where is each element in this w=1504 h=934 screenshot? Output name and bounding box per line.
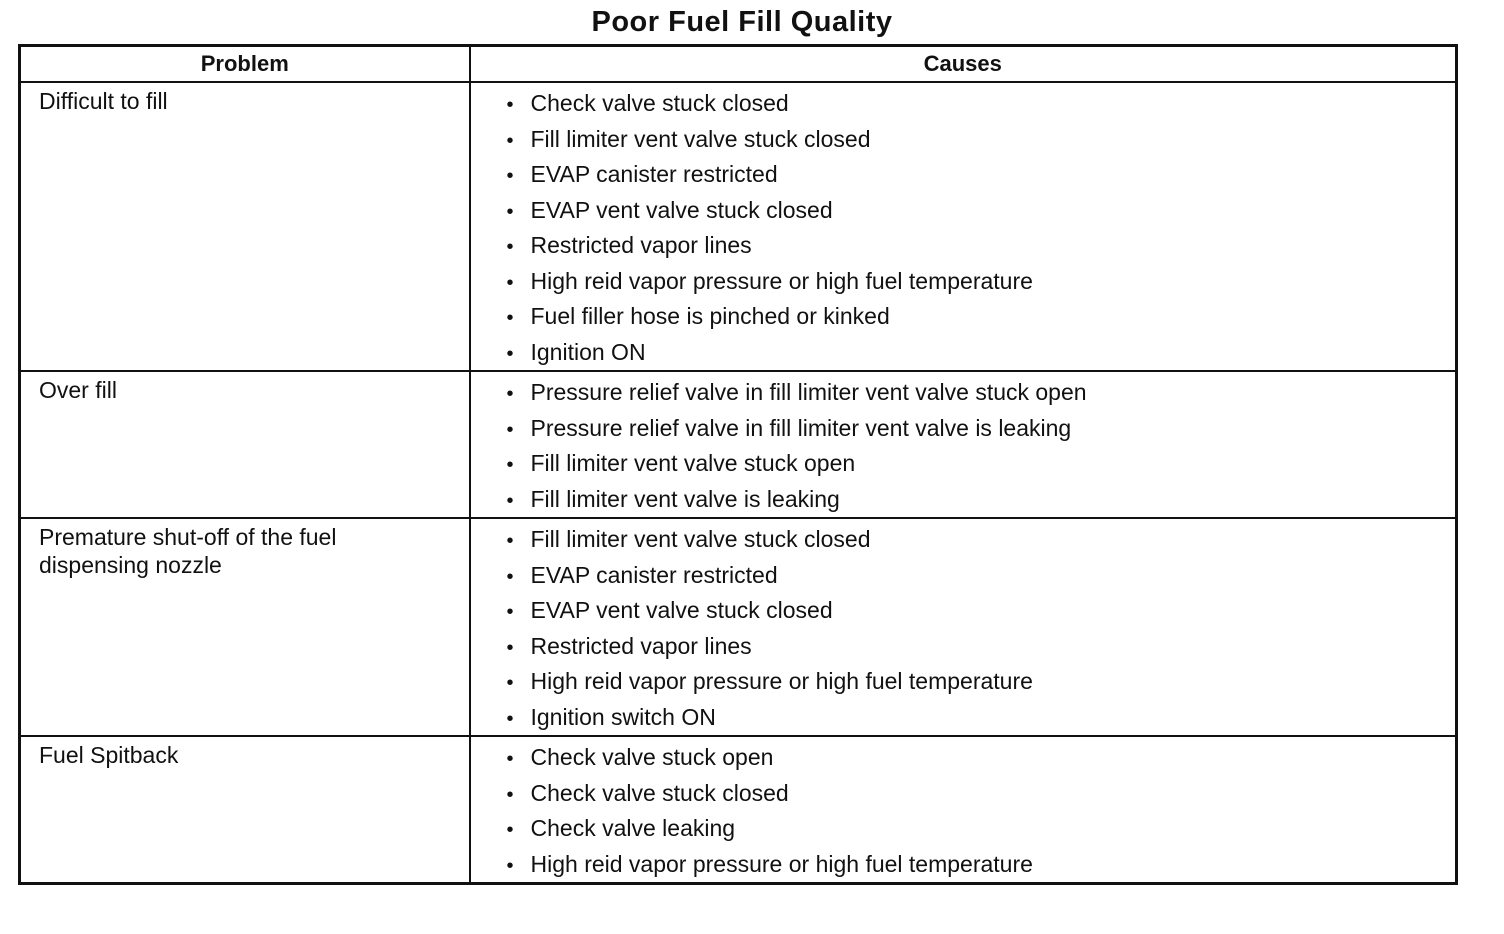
cause-item: [507, 593, 1456, 629]
bullet-icon: •: [506, 672, 514, 694]
bullet-icon: •: [506, 307, 514, 329]
cause-item: [507, 157, 1456, 193]
cause-list: [507, 86, 1456, 370]
cause-item: [507, 335, 1456, 371]
cause-text: Check valve stuck open: [530, 744, 774, 770]
cause-item: [507, 299, 1456, 335]
cause-text: Fill limiter vent valve stuck closed: [530, 526, 871, 552]
bullet-icon: •: [506, 236, 514, 258]
cause-text: EVAP vent valve stuck closed: [530, 597, 833, 623]
cause-text: EVAP canister restricted: [530, 561, 778, 588]
causes-cell: [470, 736, 1457, 884]
cause-text: High reid vapor pressure or high fuel temperature: [530, 267, 1033, 294]
cause-text: Pressure relief valve in fill limiter vent valve stuck open: [530, 379, 1087, 405]
cause-item: [507, 228, 1456, 264]
cause-item: [507, 411, 1456, 447]
cause-text: Restricted vapor lines: [530, 632, 752, 659]
cause-text: Check valve stuck closed: [530, 779, 789, 806]
cause-text: EVAP vent valve stuck closed: [530, 196, 833, 223]
bullet-icon: •: [506, 565, 514, 588]
cause-item: [507, 122, 1456, 158]
cause-text: High reid vapor pressure or high fuel temperature: [530, 850, 1033, 877]
cause-item: [507, 86, 1456, 122]
cause-item: [507, 847, 1456, 883]
bullet-icon: •: [506, 636, 514, 659]
cause-item: [507, 664, 1456, 700]
bullet-icon: •: [506, 819, 514, 841]
fuel-fill-table: [18, 44, 1458, 885]
bullet-icon: •: [506, 601, 514, 623]
cause-item: [507, 193, 1456, 229]
cause-text: Check valve stuck closed: [530, 90, 789, 116]
cause-text: High reid vapor pressure or high fuel temperature: [530, 668, 1033, 694]
problem-cell: Premature shut-off of the fuel dispensing nozzle: [20, 518, 470, 736]
cause-text: Fill limiter vent valve stuck closed: [530, 125, 871, 152]
cause-list: [507, 375, 1456, 517]
cause-text: Pressure relief valve in fill limiter vent valve is leaking: [530, 414, 1072, 441]
cause-item: [507, 700, 1456, 736]
bullet-icon: •: [506, 271, 514, 294]
bullet-icon: •: [506, 707, 514, 730]
causes-cell: [470, 371, 1457, 518]
bullet-icon: •: [506, 383, 514, 405]
cause-item: [507, 482, 1456, 518]
cause-item: [507, 776, 1456, 812]
cause-text: Ignition ON: [530, 338, 646, 365]
cause-item: [507, 629, 1456, 665]
problem-cell: Over fill: [20, 371, 470, 518]
cause-text: Check valve leaking: [530, 815, 736, 841]
cause-text: Fill limiter vent valve is leaking: [530, 485, 840, 512]
bullet-icon: •: [506, 454, 514, 476]
cause-item: [507, 522, 1456, 558]
causes-column-header: Causes: [470, 46, 1457, 83]
bullet-icon: •: [506, 165, 514, 187]
cause-item: [507, 264, 1456, 300]
bullet-icon: •: [506, 783, 514, 806]
cause-text: EVAP canister restricted: [530, 161, 778, 187]
cause-text: Ignition switch ON: [530, 703, 716, 730]
table-row: [20, 371, 1457, 518]
bullet-icon: •: [506, 854, 514, 877]
bullet-icon: •: [506, 342, 514, 365]
table-header-row: [20, 46, 1457, 83]
problem-cell: Difficult to fill: [20, 82, 470, 371]
cause-item: [507, 375, 1456, 411]
problem-cell: Fuel Spitback: [20, 736, 470, 884]
cause-list: [507, 522, 1456, 735]
cause-text: Restricted vapor lines: [530, 232, 752, 258]
causes-cell: [470, 82, 1457, 371]
bullet-icon: •: [506, 94, 514, 116]
table-row: [20, 518, 1457, 736]
bullet-icon: •: [506, 748, 514, 770]
cause-item: [507, 558, 1456, 594]
table-row: [20, 736, 1457, 884]
bullet-icon: •: [506, 418, 514, 441]
cause-list: [507, 740, 1456, 882]
cause-item: [507, 811, 1456, 847]
cause-text: Fill limiter vent valve stuck open: [530, 450, 856, 476]
cause-item: [507, 446, 1456, 482]
bullet-icon: •: [506, 129, 514, 152]
bullet-icon: •: [506, 530, 514, 552]
cause-item: [507, 740, 1456, 776]
table-row: [20, 82, 1457, 371]
cause-text: Fuel filler hose is pinched or kinked: [530, 303, 890, 329]
bullet-icon: •: [506, 200, 514, 223]
causes-cell: [470, 518, 1457, 736]
page-title: Poor Fuel Fill Quality: [591, 6, 893, 38]
problem-column-header: Problem: [20, 46, 470, 83]
bullet-icon: •: [506, 489, 514, 512]
